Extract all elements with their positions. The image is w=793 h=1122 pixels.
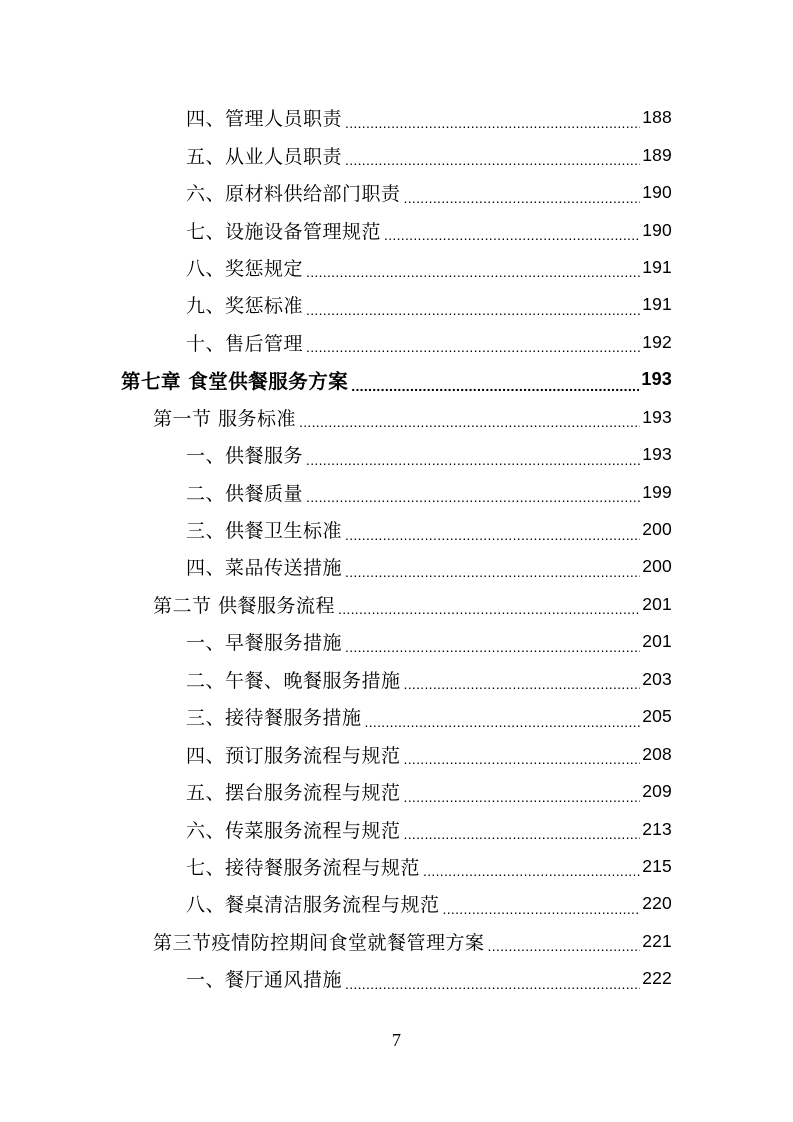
toc-dot-leader	[488, 934, 641, 954]
toc-entry-label: 二、午餐、晚餐服务措施	[186, 669, 401, 692]
toc-dot-leader	[338, 597, 640, 617]
toc-entry-page: 193	[642, 406, 672, 427]
toc-entry-chapter[interactable]	[0, 361, 793, 398]
toc-entry-page: 190	[642, 182, 672, 203]
toc-dot-leader	[365, 710, 641, 730]
toc-entry-page: 188	[642, 107, 672, 128]
toc-entry-label: 第七章 食堂供餐服务方案	[121, 369, 349, 393]
toc-entry-item[interactable]	[0, 286, 793, 323]
toc-entry-item[interactable]	[0, 735, 793, 772]
toc-entry-item[interactable]	[0, 661, 793, 698]
toc-dot-leader	[443, 897, 641, 917]
toc-entry-item[interactable]	[0, 136, 793, 173]
toc-entry-label: 七、接待餐服务流程与规范	[186, 856, 421, 879]
toc-entry-section[interactable]	[0, 399, 793, 436]
toc-dot-leader	[345, 972, 640, 992]
toc-dot-leader	[345, 523, 640, 543]
toc-entry-label: 九、奖惩标准	[186, 295, 304, 318]
toc-entry-page: 193	[641, 369, 672, 390]
toc-entry-page: 209	[642, 781, 672, 802]
toc-entry-page: 221	[642, 930, 672, 951]
toc-entry-page: 192	[642, 331, 672, 352]
toc-entry-page: 193	[642, 444, 672, 465]
toc-entry-page: 190	[642, 219, 672, 240]
toc-entry-item[interactable]	[0, 436, 793, 473]
toc-entry-page: 215	[642, 855, 672, 876]
table-of-contents	[0, 99, 793, 998]
toc-dot-leader	[345, 560, 640, 580]
toc-entry-label: 十、售后管理	[186, 332, 304, 355]
toc-dot-leader	[423, 859, 640, 879]
toc-dot-leader	[306, 335, 640, 355]
toc-entry-label: 四、管理人员职责	[186, 108, 343, 131]
toc-entry-page: 200	[642, 556, 672, 577]
toc-entry-label: 七、设施设备管理规范	[186, 220, 382, 243]
toc-dot-leader	[306, 448, 640, 468]
toc-dot-leader	[351, 373, 639, 393]
toc-entry-page: 203	[642, 668, 672, 689]
toc-entry-item[interactable]	[0, 511, 793, 548]
toc-entry-page: 201	[642, 631, 672, 652]
toc-entry-item[interactable]	[0, 848, 793, 885]
toc-entry-label: 六、原材料供给部门职责	[186, 183, 401, 206]
toc-entry-item[interactable]	[0, 810, 793, 847]
toc-entry-page: 208	[642, 743, 672, 764]
toc-entry-section[interactable]	[0, 586, 793, 623]
toc-entry-item[interactable]	[0, 548, 793, 585]
toc-dot-leader	[345, 111, 640, 131]
toc-entry-label: 四、预订服务流程与规范	[186, 744, 401, 767]
toc-dot-leader	[345, 635, 640, 655]
toc-entry-item[interactable]	[0, 698, 793, 735]
toc-entry-page: 200	[642, 519, 672, 540]
toc-entry-item[interactable]	[0, 211, 793, 248]
toc-entry-page: 191	[642, 256, 672, 277]
toc-entry-page: 220	[642, 893, 672, 914]
toc-dot-leader	[404, 747, 641, 767]
toc-entry-page: 191	[642, 294, 672, 315]
toc-entry-label: 六、传菜服务流程与规范	[186, 819, 401, 842]
toc-entry-item[interactable]	[0, 99, 793, 136]
toc-dot-leader	[404, 186, 641, 206]
toc-entry-label: 第二节 供餐服务流程	[153, 594, 336, 617]
toc-entry-page: 222	[642, 968, 672, 989]
toc-entry-label: 第三节疫情防控期间食堂就餐管理方案	[153, 931, 485, 954]
toc-entry-item[interactable]	[0, 473, 793, 510]
toc-entry-page: 213	[642, 818, 672, 839]
toc-entry-item[interactable]	[0, 773, 793, 810]
toc-entry-label: 八、奖惩规定	[186, 257, 304, 280]
toc-entry-label: 三、接待餐服务措施	[186, 707, 362, 730]
toc-entry-page: 201	[642, 593, 672, 614]
toc-dot-leader	[404, 785, 641, 805]
toc-entry-label: 五、摆台服务流程与规范	[186, 782, 401, 805]
toc-entry-label: 二、供餐质量	[186, 482, 304, 505]
toc-entry-page: 199	[642, 481, 672, 502]
toc-entry-item[interactable]	[0, 885, 793, 922]
page-number: 7	[392, 1030, 401, 1050]
toc-entry-label: 一、餐厅通风措施	[186, 969, 343, 992]
toc-dot-leader	[384, 223, 640, 243]
toc-entry-item[interactable]	[0, 960, 793, 997]
toc-entry-item[interactable]	[0, 249, 793, 286]
toc-entry-label: 八、餐桌清洁服务流程与规范	[186, 894, 440, 917]
toc-entry-label: 三、供餐卫生标准	[186, 520, 343, 543]
toc-dot-leader	[306, 298, 640, 318]
toc-dot-leader	[345, 148, 640, 168]
toc-entry-item[interactable]	[0, 324, 793, 361]
toc-entry-page: 189	[642, 144, 672, 165]
toc-entry-item[interactable]	[0, 623, 793, 660]
toc-entry-item[interactable]	[0, 174, 793, 211]
toc-dot-leader	[306, 485, 640, 505]
toc-entry-label: 第一节 服务标准	[153, 407, 297, 430]
toc-dot-leader	[306, 260, 640, 280]
toc-entry-label: 一、供餐服务	[186, 445, 304, 468]
toc-entry-section[interactable]	[0, 923, 793, 960]
toc-entry-label: 五、从业人员职责	[186, 145, 343, 168]
toc-entry-label: 四、菜品传送措施	[186, 557, 343, 580]
toc-entry-page: 205	[642, 706, 672, 727]
toc-dot-leader	[299, 410, 640, 430]
toc-dot-leader	[404, 822, 641, 842]
toc-dot-leader	[404, 672, 641, 692]
toc-entry-label: 一、早餐服务措施	[186, 632, 343, 655]
